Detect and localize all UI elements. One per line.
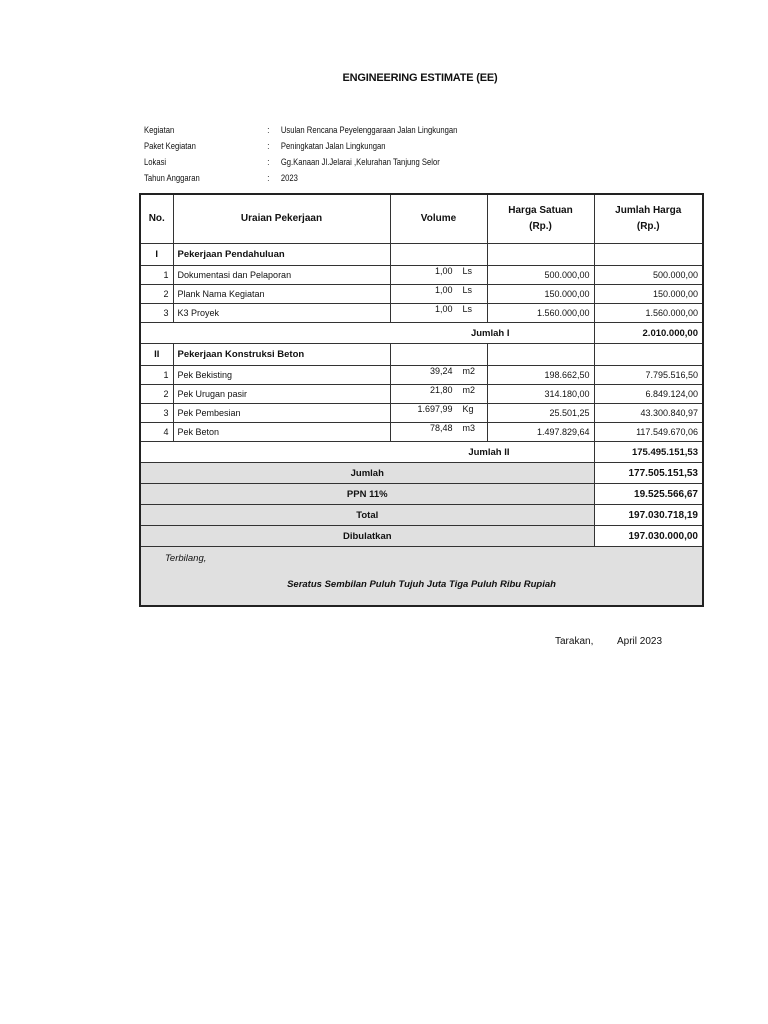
- terbilang-text: Seratus Sembilan Puluh Tujuh Juta Tiga Puluh Ribu Rupiah: [287, 579, 556, 590]
- subtotal-row: [140, 323, 703, 344]
- table-row: [140, 266, 703, 285]
- info-colon: :: [267, 125, 270, 135]
- summary-label: Dibulatkan: [140, 526, 594, 547]
- info-label: Lokasi: [144, 157, 167, 167]
- header-harga-satuan-line1: Harga Satuan: [508, 205, 573, 216]
- section-no: I: [140, 244, 173, 266]
- header-jumlah-harga-line1: Jumlah Harga: [615, 205, 682, 216]
- section-row: [140, 344, 703, 366]
- info-value: Usulan Rencana Peyelenggaraan Jalan Lingkungan: [280, 125, 458, 135]
- item-no: 3: [140, 404, 173, 423]
- empty-cell: [487, 344, 594, 366]
- item-name: Pek Beton: [173, 423, 390, 442]
- table-row: [140, 304, 703, 323]
- sign-place: Tarakan,: [555, 636, 594, 647]
- empty-cell: [594, 244, 703, 266]
- empty-cell: [594, 344, 703, 366]
- summary-label: Total: [140, 505, 594, 526]
- info-value: Peningkatan Jalan Lingkungan: [280, 141, 386, 151]
- section-name: Pekerjaan Pendahuluan: [173, 244, 390, 266]
- subtotal-row: [140, 442, 703, 463]
- header-harga-satuan: [487, 194, 594, 244]
- item-price: 314.180,00: [487, 385, 594, 404]
- item-price: 150.000,00: [487, 285, 594, 304]
- header-harga-satuan-line2: (Rp.): [529, 221, 552, 232]
- item-unit: m3: [462, 423, 476, 433]
- item-total: 43.300.840,97: [594, 404, 703, 423]
- info-colon: :: [267, 173, 270, 183]
- summary-label: Jumlah: [140, 463, 594, 484]
- header-uraian: Uraian Pekerjaan: [173, 194, 390, 244]
- item-total: 500.000,00: [594, 266, 703, 285]
- item-name: Pek Pembesian: [173, 404, 390, 423]
- table-header: [140, 194, 703, 244]
- summary-value: 19.525.566,67: [594, 484, 703, 505]
- terbilang-cell: [140, 547, 703, 607]
- item-volume: [390, 366, 487, 385]
- item-volume: [390, 285, 487, 304]
- info-value: 2023: [280, 173, 298, 183]
- item-name: Pek Urugan pasir: [173, 385, 390, 404]
- subtotal-value: 175.495.151,53: [594, 442, 703, 463]
- empty-cell: [390, 244, 487, 266]
- table-row: [140, 285, 703, 304]
- info-colon: :: [267, 157, 270, 167]
- subtotal-label: Jumlah II: [140, 442, 594, 463]
- empty-cell: [390, 344, 487, 366]
- summary-row-ppn: [140, 484, 703, 505]
- summary-value: 177.505.151,53: [594, 463, 703, 484]
- item-name: Dokumentasi dan Pelaporan: [173, 266, 390, 285]
- item-name: K3 Proyek: [173, 304, 390, 323]
- info-colon: :: [267, 141, 270, 151]
- info-value: Gg.Kanaan Jl.Jelarai ,Kelurahan Tanjung Selor: [280, 157, 440, 167]
- item-name: Pek Bekisting: [173, 366, 390, 385]
- item-name: Plank Nama Kegiatan: [173, 285, 390, 304]
- summary-row-total: [140, 505, 703, 526]
- sign-date: April 2023: [617, 636, 663, 647]
- header-jumlah-harga: [594, 194, 703, 244]
- item-no: 4: [140, 423, 173, 442]
- empty-cell: [487, 244, 594, 266]
- table-row: [140, 423, 703, 442]
- item-unit: Ls: [462, 285, 473, 295]
- item-total: 117.549.670,06: [594, 423, 703, 442]
- summary-value: 197.030.000,00: [594, 526, 703, 547]
- item-qty: 39,24: [429, 366, 453, 376]
- item-volume: [390, 423, 487, 442]
- item-total: 150.000,00: [594, 285, 703, 304]
- summary-row-jumlah: [140, 463, 703, 484]
- terbilang-row: [140, 547, 703, 607]
- item-unit: m2: [462, 385, 476, 395]
- item-unit: Ls: [462, 304, 473, 314]
- item-volume: [390, 304, 487, 323]
- item-no: 1: [140, 266, 173, 285]
- item-unit: Kg: [462, 404, 474, 414]
- summary-value: 197.030.718,19: [594, 505, 703, 526]
- info-label: Paket Kegiatan: [144, 141, 196, 151]
- item-no: 3: [140, 304, 173, 323]
- item-price: 198.662,50: [487, 366, 594, 385]
- item-total: 1.560.000,00: [594, 304, 703, 323]
- summary-row-dibulatkan: [140, 526, 703, 547]
- item-price: 1.497.829,64: [487, 423, 594, 442]
- item-unit: m2: [462, 366, 476, 376]
- info-label: Kegiatan: [144, 125, 175, 135]
- terbilang-label: Terbilang,: [165, 553, 207, 564]
- item-volume: [390, 266, 487, 285]
- item-qty: 21,80: [429, 385, 453, 395]
- summary-label: PPN 11%: [140, 484, 594, 505]
- item-no: 2: [140, 285, 173, 304]
- item-no: 1: [140, 366, 173, 385]
- item-price: 25.501,25: [487, 404, 594, 423]
- section-name: Pekerjaan Konstruksi Beton: [173, 344, 390, 366]
- subtotal-value: 2.010.000,00: [594, 323, 703, 344]
- item-total: 6.849.124,00: [594, 385, 703, 404]
- item-qty: 1.697,99: [417, 404, 453, 414]
- item-qty: 1,00: [434, 285, 453, 295]
- section-row: [140, 244, 703, 266]
- item-price: 500.000,00: [487, 266, 594, 285]
- item-qty: 78,48: [429, 423, 453, 433]
- info-label: Tahun Anggaran: [144, 173, 200, 183]
- item-qty: 1,00: [434, 266, 453, 276]
- item-total: 7.795.516,50: [594, 366, 703, 385]
- item-volume: [390, 404, 487, 423]
- item-unit: Ls: [462, 266, 473, 276]
- item-price: 1.560.000,00: [487, 304, 594, 323]
- estimate-table: [139, 193, 704, 607]
- item-no: 2: [140, 385, 173, 404]
- table-row: [140, 385, 703, 404]
- item-volume: [390, 385, 487, 404]
- header-volume: Volume: [390, 194, 487, 244]
- header-no: No.: [140, 194, 173, 244]
- header-jumlah-harga-line2: (Rp.): [636, 221, 660, 232]
- table-row: [140, 366, 703, 385]
- section-no: II: [140, 344, 173, 366]
- table-row: [140, 404, 703, 423]
- subtotal-label: Jumlah I: [140, 323, 594, 344]
- document-title: ENGINEERING ESTIMATE (EE): [342, 72, 498, 84]
- item-qty: 1,00: [434, 304, 453, 314]
